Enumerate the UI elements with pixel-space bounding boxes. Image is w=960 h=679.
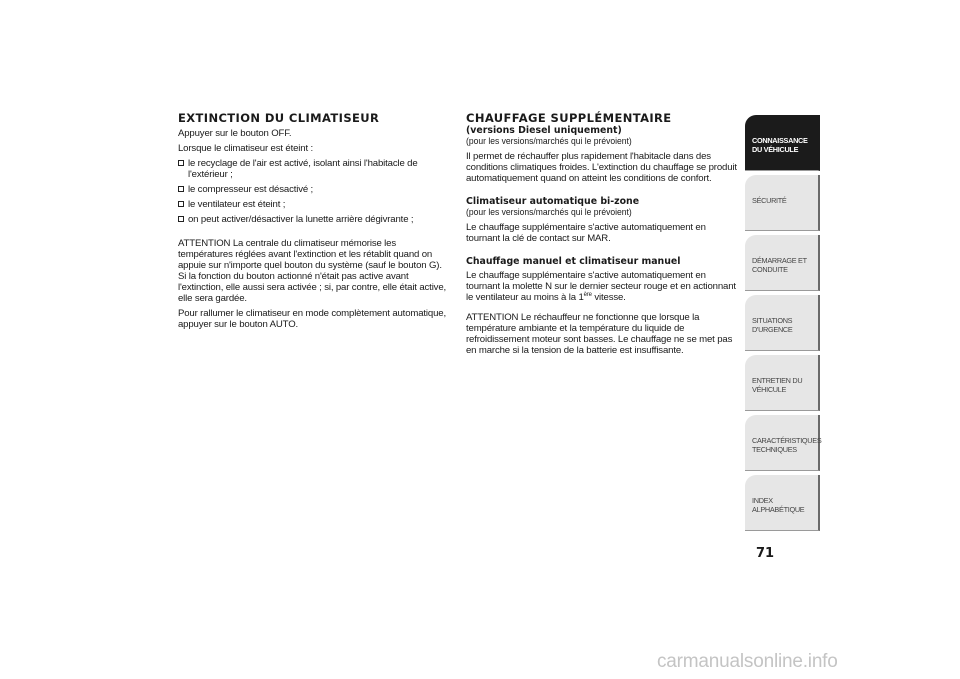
page-number: 71 xyxy=(756,546,775,561)
superscript: ère xyxy=(583,291,592,298)
left-column xyxy=(178,112,448,334)
intro-text: Lorsque le climatiseur est éteint : xyxy=(178,143,313,154)
intro-text: Appuyer sur le bouton OFF. xyxy=(178,128,292,139)
list-item xyxy=(178,199,448,210)
subsection-title-manual: Chauffage manuel et climatiseur manuel xyxy=(466,256,681,267)
list-item xyxy=(178,158,448,180)
watermark-text: carmanualsonline.info xyxy=(657,651,838,672)
availability-note: (pour les versions/marchés qui le prévoient) xyxy=(466,207,632,217)
list-item-text: le recyclage de l'air est activé, isolant ainsi l'habitacle de l'extérieur ; xyxy=(188,158,418,180)
tab-caracteristiques-techniques[interactable]: CARACTÉRISTIQUES TECHNIQUES xyxy=(745,415,820,471)
tab-index-alphabetique[interactable]: INDEX ALPHABÉTIQUE xyxy=(745,475,820,531)
attention-note: ATTENTION Le réchauffeur ne fonctionne que lorsque la température ambiante et la température du liquide de refroidissement moteur sont basses. Le chauffage ne se met pas en marche si la tension de la batterie est insuffisante. xyxy=(466,312,733,356)
intro-paragraph: Il permet de réchauffer plus rapidement l'habitacle dans des conditions climatiques froides. L'extinction du chauffage se produit automatiquement quand on atteint les conditions de confort. xyxy=(466,151,737,184)
chapter-tabs xyxy=(745,115,820,535)
attention-note: ATTENTION La centrale du climatiseur mémorise les températures réglées avant l'extinction et les rétablit quand on appuie sur n'importe quel bouton du système (sauf le bouton G). Si la fonction du bouton actionné n'était pas active avant l'extinction, elle aussi sera activée ; si, par contre, elle était active, elle sera gardée. xyxy=(178,238,447,304)
bizone-text: Le chauffage supplémentaire s'active automatiquement en tournant la clé de contact sur MAR. xyxy=(466,222,706,244)
section-heading-chauffage: CHAUFFAGE SUPPLÉMENTAIRE xyxy=(466,111,672,125)
restart-text: Pour rallumer le climatiseur en mode complètement automatique, appuyer sur le bouton AUTO. xyxy=(178,308,446,330)
checkbox-bullet-icon xyxy=(178,160,184,166)
checkbox-bullet-icon xyxy=(178,216,184,222)
tab-securite[interactable]: SÉCURITÉ xyxy=(745,175,820,231)
tab-situations-d-urgence[interactable]: SITUATIONS D'URGENCE xyxy=(745,295,820,351)
right-column xyxy=(466,112,742,360)
list-item xyxy=(178,214,448,225)
manual-text: Le chauffage supplémentaire s'active automatiquement en tournant la molette N sur le dernier secteur rouge et en actionnant le ventilateur au moins à la 1ère vitesse. xyxy=(466,270,736,303)
list-item-text: le ventilateur est éteint ; xyxy=(188,199,286,210)
checkbox-bullet-icon xyxy=(178,201,184,207)
bullet-list xyxy=(178,158,448,225)
tab-entretien-du-vehicule[interactable]: ENTRETIEN DU VÉHICULE xyxy=(745,355,820,411)
tab-demarrage-et-conduite[interactable]: DÉMARRAGE ET CONDUITE xyxy=(745,235,820,291)
tab-connaissance-du-vehicule[interactable]: CONNAISSANCE DU VÉHICULE xyxy=(745,115,820,171)
section-heading-extinction: EXTINCTION DU CLIMATISEUR xyxy=(178,111,380,125)
subsection-title-bizone: Climatiseur automatique bi-zone xyxy=(466,196,640,207)
availability-note: (pour les versions/marchés qui le prévoient) xyxy=(466,136,632,146)
list-item xyxy=(178,184,448,195)
section-subheading: (versions Diesel uniquement) xyxy=(466,125,622,136)
checkbox-bullet-icon xyxy=(178,186,184,192)
list-item-text: on peut activer/désactiver la lunette arrière dégivrante ; xyxy=(188,214,414,225)
list-item-text: le compresseur est désactivé ; xyxy=(188,184,314,195)
